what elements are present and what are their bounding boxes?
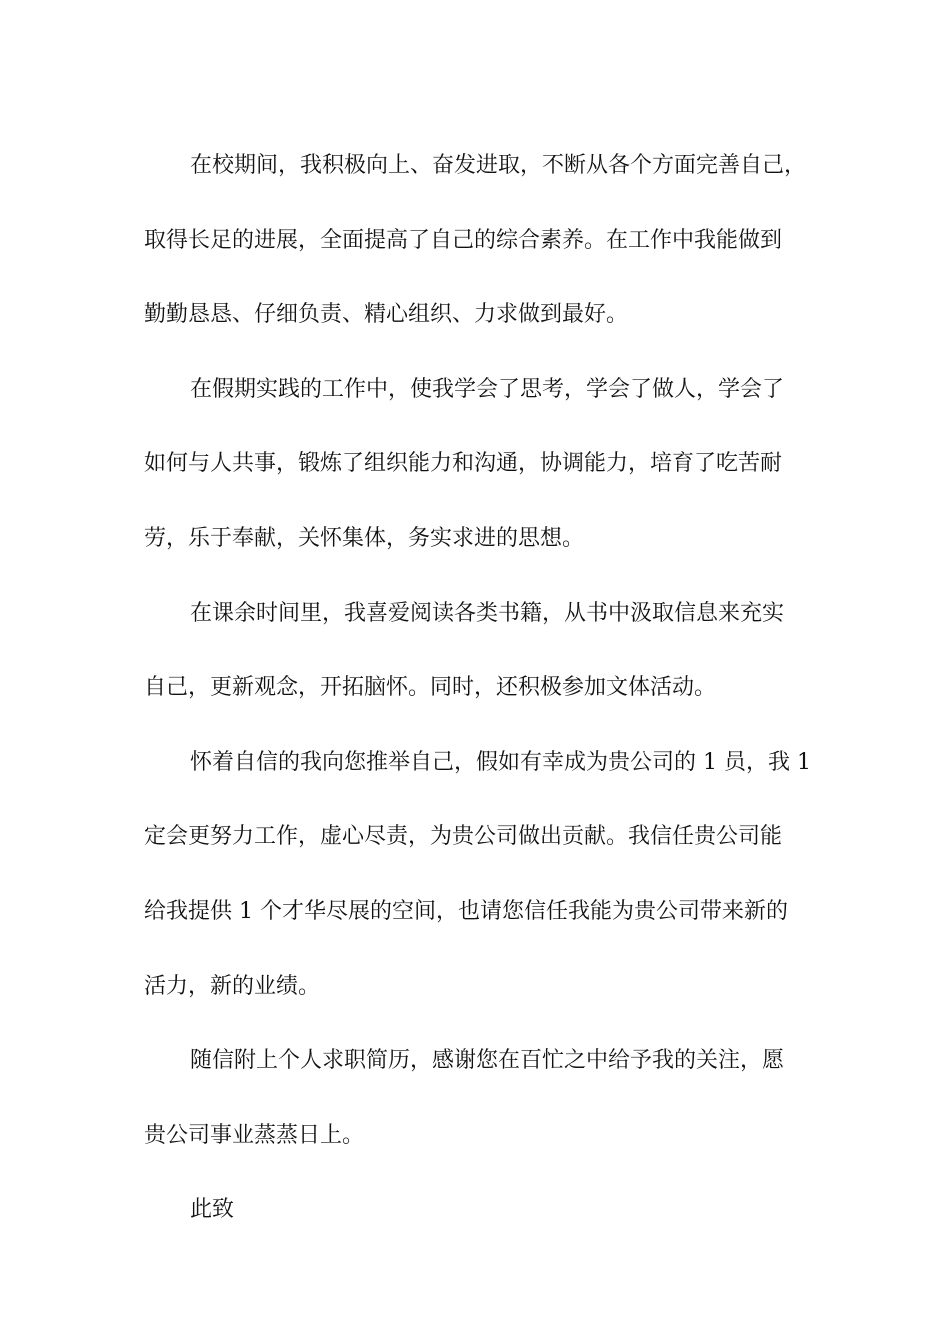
text-line: 怀着自信的我向您推举自己，假如有幸成为贵公司的 1 员，我 1 (190, 749, 811, 775)
text-line: 勤勤恳恳、仔细负责、精心组织、力求做到最好。 (144, 302, 629, 328)
text-line: 给我提供 1 个才华尽展的空间，也请您信任我能为贵公司带来新的 (144, 898, 788, 924)
text-line: 劳，乐于奉献，关怀集体，务实求进的思想。 (144, 525, 585, 551)
letter-body (144, 129, 814, 1248)
text-line: 此致 (190, 1197, 235, 1223)
text-line: 在假期实践的工作中，使我学会了思考，学会了做人，学会了 (190, 376, 785, 402)
text-line: 在课余时间里，我喜爱阅读各类书籍，从书中汲取信息来充实 (190, 600, 785, 626)
text-line: 贵公司事业蒸蒸日上。 (144, 1122, 365, 1148)
text-line: 随信附上个人求职简历，感谢您在百忙之中给予我的关注，愿 (190, 1048, 785, 1074)
text-line: 定会更努力工作，虚心尽责，为贵公司做出贡献。我信任贵公司能 (144, 824, 783, 850)
text-line: 活力，新的业绩。 (144, 973, 321, 999)
text-line: 在校期间，我积极向上、奋发进取，不断从各个方面完善自己， (190, 153, 807, 178)
paragraph-closing (144, 1024, 814, 1173)
paragraph-reading (144, 577, 814, 726)
paragraph-school (144, 129, 814, 353)
text-line: 如何与人共事，锻炼了组织能力和沟通，协调能力，培育了吃苦耐 (144, 451, 783, 477)
paragraph-salutation (144, 1173, 814, 1248)
text-line: 自己，更新观念，开拓脑怀。同时，还积极参加文体活动。 (144, 675, 717, 701)
text-line: 取得长足的进展，全面提高了自己的综合素养。在工作中我能做到 (144, 227, 783, 253)
paragraph-practice (144, 353, 814, 577)
paragraph-recommendation (144, 726, 814, 1024)
